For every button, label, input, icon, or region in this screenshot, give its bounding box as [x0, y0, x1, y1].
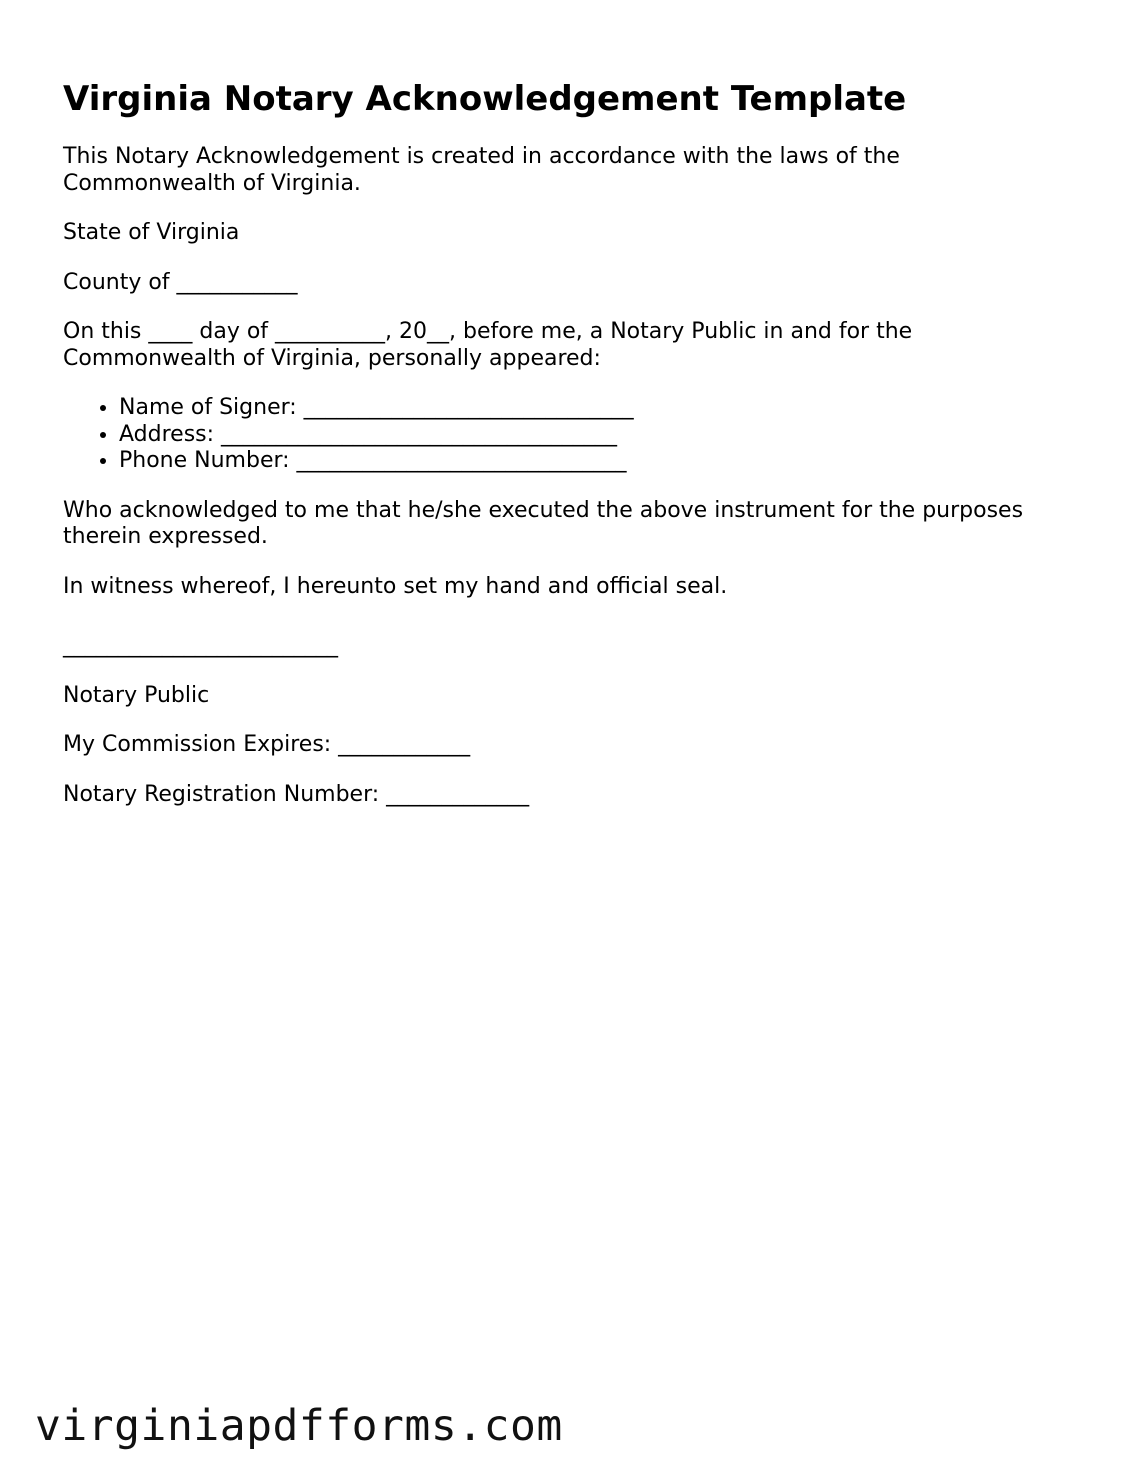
intro-paragraph: This Notary Acknowledgement is created in accordance with the laws of the Commonwealth of Virginia.	[63, 144, 900, 196]
notary-public-label: Notary Public	[63, 682, 210, 708]
signer-name-field: • Name of Signer: ______________________________	[119, 395, 1073, 422]
appearance-paragraph: On this ____ day of __________, 20__, before me, a Notary Public in and for the Commonwealth of Virginia, personally appeared:	[63, 319, 913, 371]
acknowledgement-paragraph: Who acknowledged to me that he/she executed the above instrument for the purposes therein expressed.	[63, 497, 1024, 549]
signature-line: _________________________	[63, 633, 338, 658]
document-page	[63, 74, 1073, 808]
site-watermark: virginiapdfforms.com	[35, 1401, 563, 1451]
commission-expires-line: My Commission Expires: ____________	[63, 732, 471, 757]
witness-paragraph: In witness whereof, I hereunto set my hand and official seal.	[63, 573, 728, 599]
signer-fields-list	[63, 395, 1073, 475]
signer-address-field: • Address: ____________________________________	[119, 422, 1073, 449]
document-title: Virginia Notary Acknowledgement Template	[63, 79, 907, 119]
signer-phone-field: • Phone Number: ______________________________	[119, 448, 1073, 475]
registration-number-line: Notary Registration Number: _____________	[63, 781, 530, 807]
state-line: State of Virginia	[63, 220, 240, 245]
county-line: County of ___________	[63, 269, 298, 295]
